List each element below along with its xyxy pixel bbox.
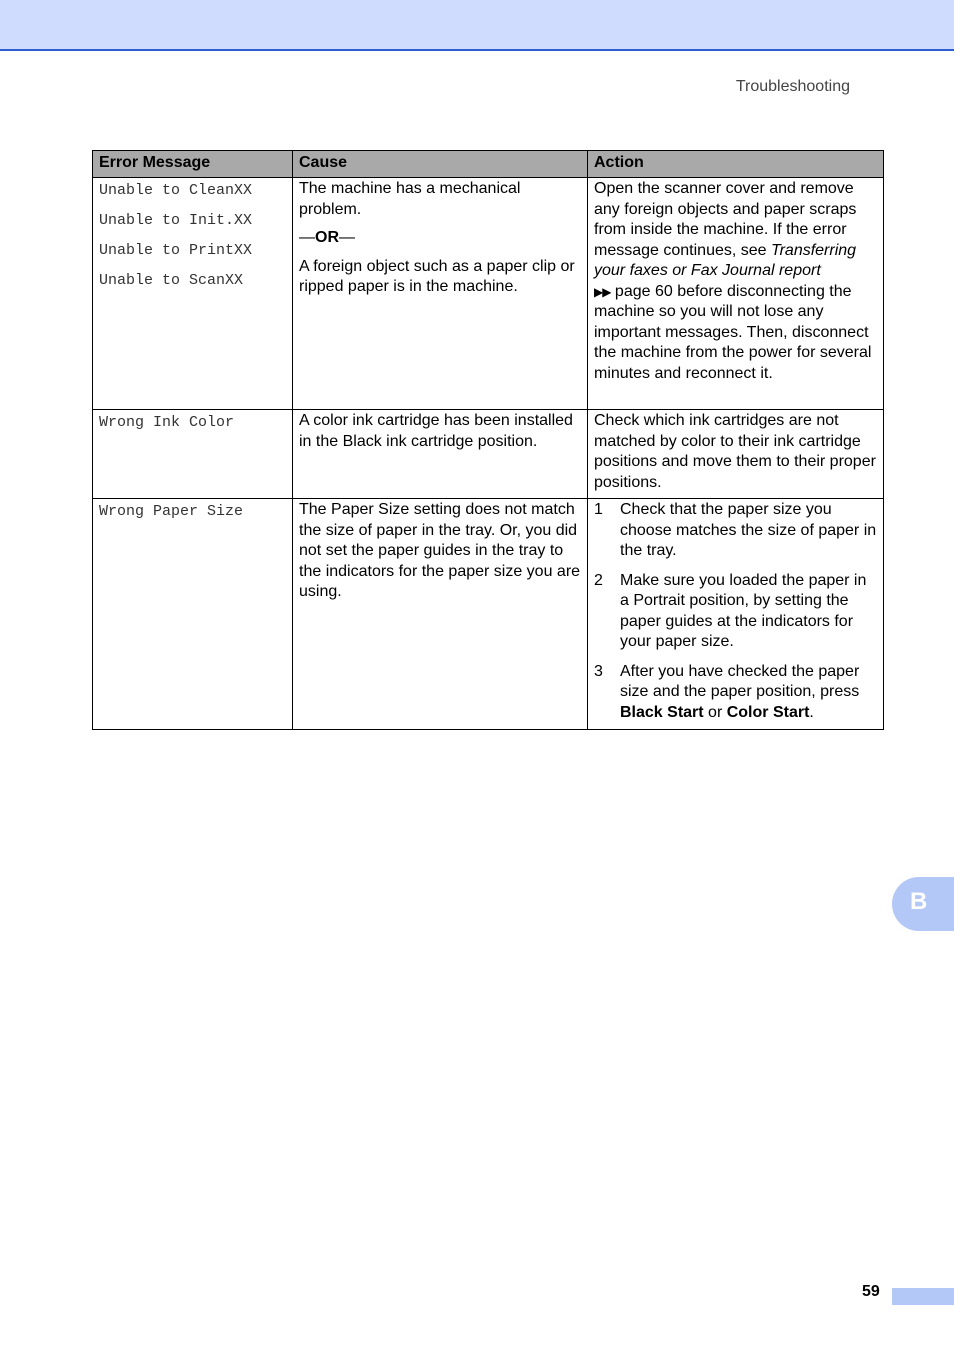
action-text: Check which ink cartridges are not matched by color to their ink cartridge positions and move them to their proper positions.	[594, 412, 876, 491]
or-separator: —OR—	[299, 229, 355, 246]
cause-cell	[293, 410, 588, 499]
error-message: Unable to PrintXX	[99, 242, 253, 259]
step-number: 3	[594, 662, 603, 680]
error-message: Wrong Ink Color	[99, 414, 235, 431]
list-item	[594, 500, 877, 562]
step-text-part: or	[703, 703, 727, 721]
cause-text: A color ink cartridge has been installed in the Black ink cartridge position.	[299, 412, 573, 450]
step-text-part: .	[809, 703, 814, 721]
page-number: 59	[862, 1283, 880, 1300]
action-text-part: Open the scanner cover and remove any foreign objects and paper scraps from inside the machine. If the error message continues, see	[594, 180, 857, 259]
step-text-part: After you have checked the paper size and the paper position, press	[620, 662, 860, 700]
step-text: Make sure you loaded the paper in a Portrait position, by setting the paper guides at the indicators for your paper size.	[620, 571, 867, 650]
list-item	[594, 662, 877, 724]
table-header-row	[93, 151, 884, 178]
appendix-side-tab	[892, 877, 954, 931]
error-message-table	[92, 150, 884, 730]
table-row	[93, 178, 884, 410]
table-row	[93, 499, 884, 730]
step-number: 1	[594, 501, 603, 518]
error-message: Unable to Init.XX	[99, 212, 253, 229]
side-tab-letter: B	[910, 888, 928, 915]
cause-text: The machine has a mechanical problem.	[299, 180, 521, 218]
cross-reference-link[interactable]: Transferring your faxes or Fax Journal report	[594, 241, 857, 279]
action-cell	[588, 499, 884, 730]
action-text-part: page 60 before disconnecting the machine so you will not lose any important messages. Then, disconnect the machine from the power for several minutes and reconnect it.	[594, 282, 872, 382]
step-number: 2	[594, 571, 603, 589]
footer-band	[892, 1288, 954, 1305]
cause-cell	[293, 499, 588, 730]
table-row	[93, 410, 884, 499]
double-arrow-icon: ▶▶	[594, 284, 611, 299]
cause-cell	[293, 178, 588, 410]
step-text	[620, 662, 877, 724]
error-message: Unable to ScanXX	[99, 272, 244, 289]
list-item	[594, 571, 877, 653]
error-message-cell	[93, 499, 293, 730]
error-message: Wrong Paper Size	[99, 503, 244, 520]
cause-text: The Paper Size setting does not match the size of paper in the tray. Or, you did not set the paper guides in the tray to the indicators for the paper size you are using.	[299, 501, 581, 600]
column-header-error-message: Error Message	[93, 151, 293, 178]
error-message: Unable to CleanXX	[99, 182, 253, 199]
action-cell	[588, 178, 884, 410]
key-label-color-start: Color Start	[726, 703, 810, 721]
error-message-cell	[93, 178, 293, 410]
top-header-band	[0, 0, 954, 51]
column-header-action: Action	[588, 151, 884, 178]
error-message-cell	[93, 410, 293, 499]
running-header-title: Troubleshooting	[735, 78, 850, 95]
or-label: OR	[315, 229, 339, 246]
action-steps-list	[594, 500, 877, 723]
step-text: Check that the paper size you choose matches the size of paper in the tray.	[620, 501, 877, 559]
cause-text: A foreign object such as a paper clip or ripped paper is in the machine.	[299, 257, 575, 295]
column-header-cause: Cause	[293, 151, 588, 178]
action-cell	[588, 410, 884, 499]
action-text	[594, 179, 877, 384]
key-label-black-start: Black Start	[620, 703, 704, 721]
